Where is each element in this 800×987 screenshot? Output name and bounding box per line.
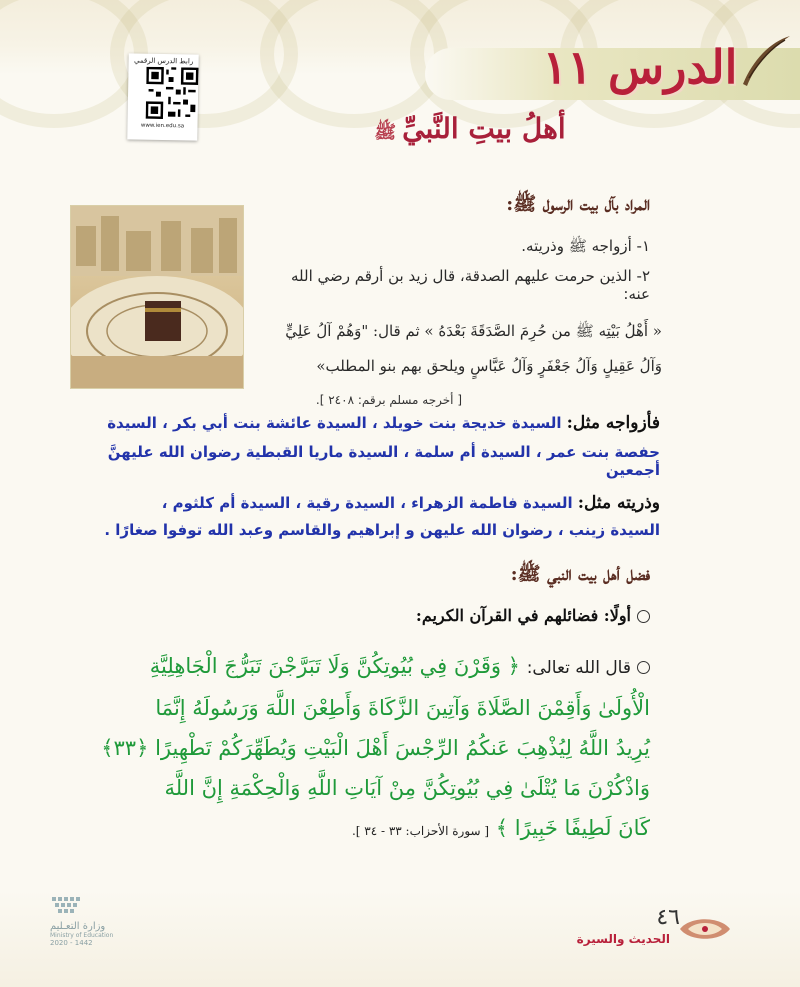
wives-label: فأزواجه مثل:: [566, 413, 660, 433]
verse-reference: [ سورة الأحزاب: ٣٣ - ٣٤ ].: [351, 824, 490, 838]
lesson-number-title: الدرس ١١: [542, 40, 738, 94]
quran-line-1: [40, 646, 650, 688]
verse-line: يُرِيدُ اللَّهُ لِيُذْهِبَ عَنكُمُ الرِّجْسَ أَهْلَ الْبَيْتِ وَيُطَهِّرَكُمْ تَطْهِيرًا ﴿٣٣﴾: [101, 736, 650, 760]
offspring-line-2: السيدة زينب ، رضوان الله عليهن و إبراهيم والقاسم وعبد الله توفوا صغارًا .: [104, 521, 660, 539]
hadith-line-2: وَآلُ عَقِيلٍ وَآلُ جَعْفَرٍ وَآلُ عَبَّاسٍ ويلحق بهم بنو المطلب»: [316, 357, 662, 375]
verse-line: وَاذْكُرْنَ مَا يُتْلَىٰ فِي بُيُوتِكُنَّ مِنْ آيَاتِ اللَّهِ وَالْحِكْمَةِ إِنَّ اللَّهَ: [164, 776, 650, 800]
meaning-item-2: ٢- الذين حرمت عليهم الصدقة، قال زيد بن أرقم رضي الله عنه:: [290, 267, 650, 303]
section-heading-virtues: فضل أهل بيت النبي ﷺ:: [510, 563, 650, 585]
ministry-name: وزارة التعـليم: [50, 921, 106, 932]
point-1: [300, 606, 650, 625]
kaaba-photo: [70, 205, 244, 389]
quill-icon: [735, 32, 795, 92]
qr-code-card[interactable]: [127, 53, 198, 140]
point-1-text: أولًا: فضائلهم في القرآن الكريم:: [415, 606, 631, 625]
qr-caption: رابط الدرس الرقمي: [133, 56, 194, 66]
page-number: ٤٦: [656, 905, 680, 930]
verse-line: كَانَ لَطِيفًا خَبِيرًا ﴾: [495, 816, 650, 840]
ministry-year: 2020 - 1442: [50, 939, 93, 947]
ministry-logo-icon: [50, 895, 120, 917]
offspring-line-1: السيدة فاطمة الزهراء ، السيدة رقية ، السيدة أم كلثوم ،: [161, 494, 573, 512]
quran-intro: قال الله تعالى:: [526, 658, 631, 678]
wives-line-1: السيدة خديجة بنت خويلد ، السيدة عائشة بنت أبي بكر ، السيدة: [107, 414, 562, 432]
wives-line-2: حفصة بنت عمر ، السيدة أم سلمة ، السيدة ماريا القبطية رضوان الله عليهنَّ أجمعين: [107, 443, 660, 479]
offspring-label: وذريته مثل:: [577, 493, 660, 513]
title-text: أهلُ بيتِ النَّبيِّ: [402, 112, 566, 145]
wives-block: [60, 410, 660, 436]
meaning-item-1: ١- أزواجه ﷺ وذريته.: [521, 237, 650, 255]
bullet-circle-icon: [637, 661, 650, 674]
quran-block: [40, 646, 650, 851]
kaaba-illustration: [71, 206, 243, 388]
verse-last-line: [40, 808, 650, 851]
bullet-circle-icon: [637, 610, 650, 623]
verse-line: ﴿ وَقَرْنَ فِي بُيُوتِكُنَّ وَلَا تَبَرَّجْنَ تَبَرُّجَ الْجَاهِلِيَّةِ: [149, 654, 520, 678]
section-heading-meaning: المراد بآل بيت الرسول ﷺ:: [506, 193, 650, 215]
hadith-line-1: « أَهْلُ بَيْتِه ﷺ من حُرِمَ الصَّدَقَةَ بَعْدَهُ » ثم قال: "وَهُمْ آلُ عَلِيٍّ: [285, 322, 662, 340]
honorific-glyph: ﷺ: [374, 122, 397, 143]
page-title: [310, 112, 630, 147]
qr-url: www.ien.edu.sa: [140, 122, 185, 130]
book-name: الحديث والسيرة: [576, 932, 670, 946]
qr-code-icon: [146, 67, 199, 120]
hadith-reference: [ أخرجه مسلم برقم: ٢٤٠٨ ].: [315, 393, 462, 407]
footer-ornament-icon: [678, 914, 732, 944]
ministry-name-en: Ministry of Education: [50, 932, 114, 939]
offspring-block: [60, 490, 660, 516]
ministry-logo: [50, 895, 140, 965]
verse-line: الْأُولَىٰ وَأَقِمْنَ الصَّلَاةَ وَآتِينَ الزَّكَاةَ وَأَطِعْنَ اللَّهَ وَرَسُولَهُ إِنَّمَا: [155, 696, 650, 720]
